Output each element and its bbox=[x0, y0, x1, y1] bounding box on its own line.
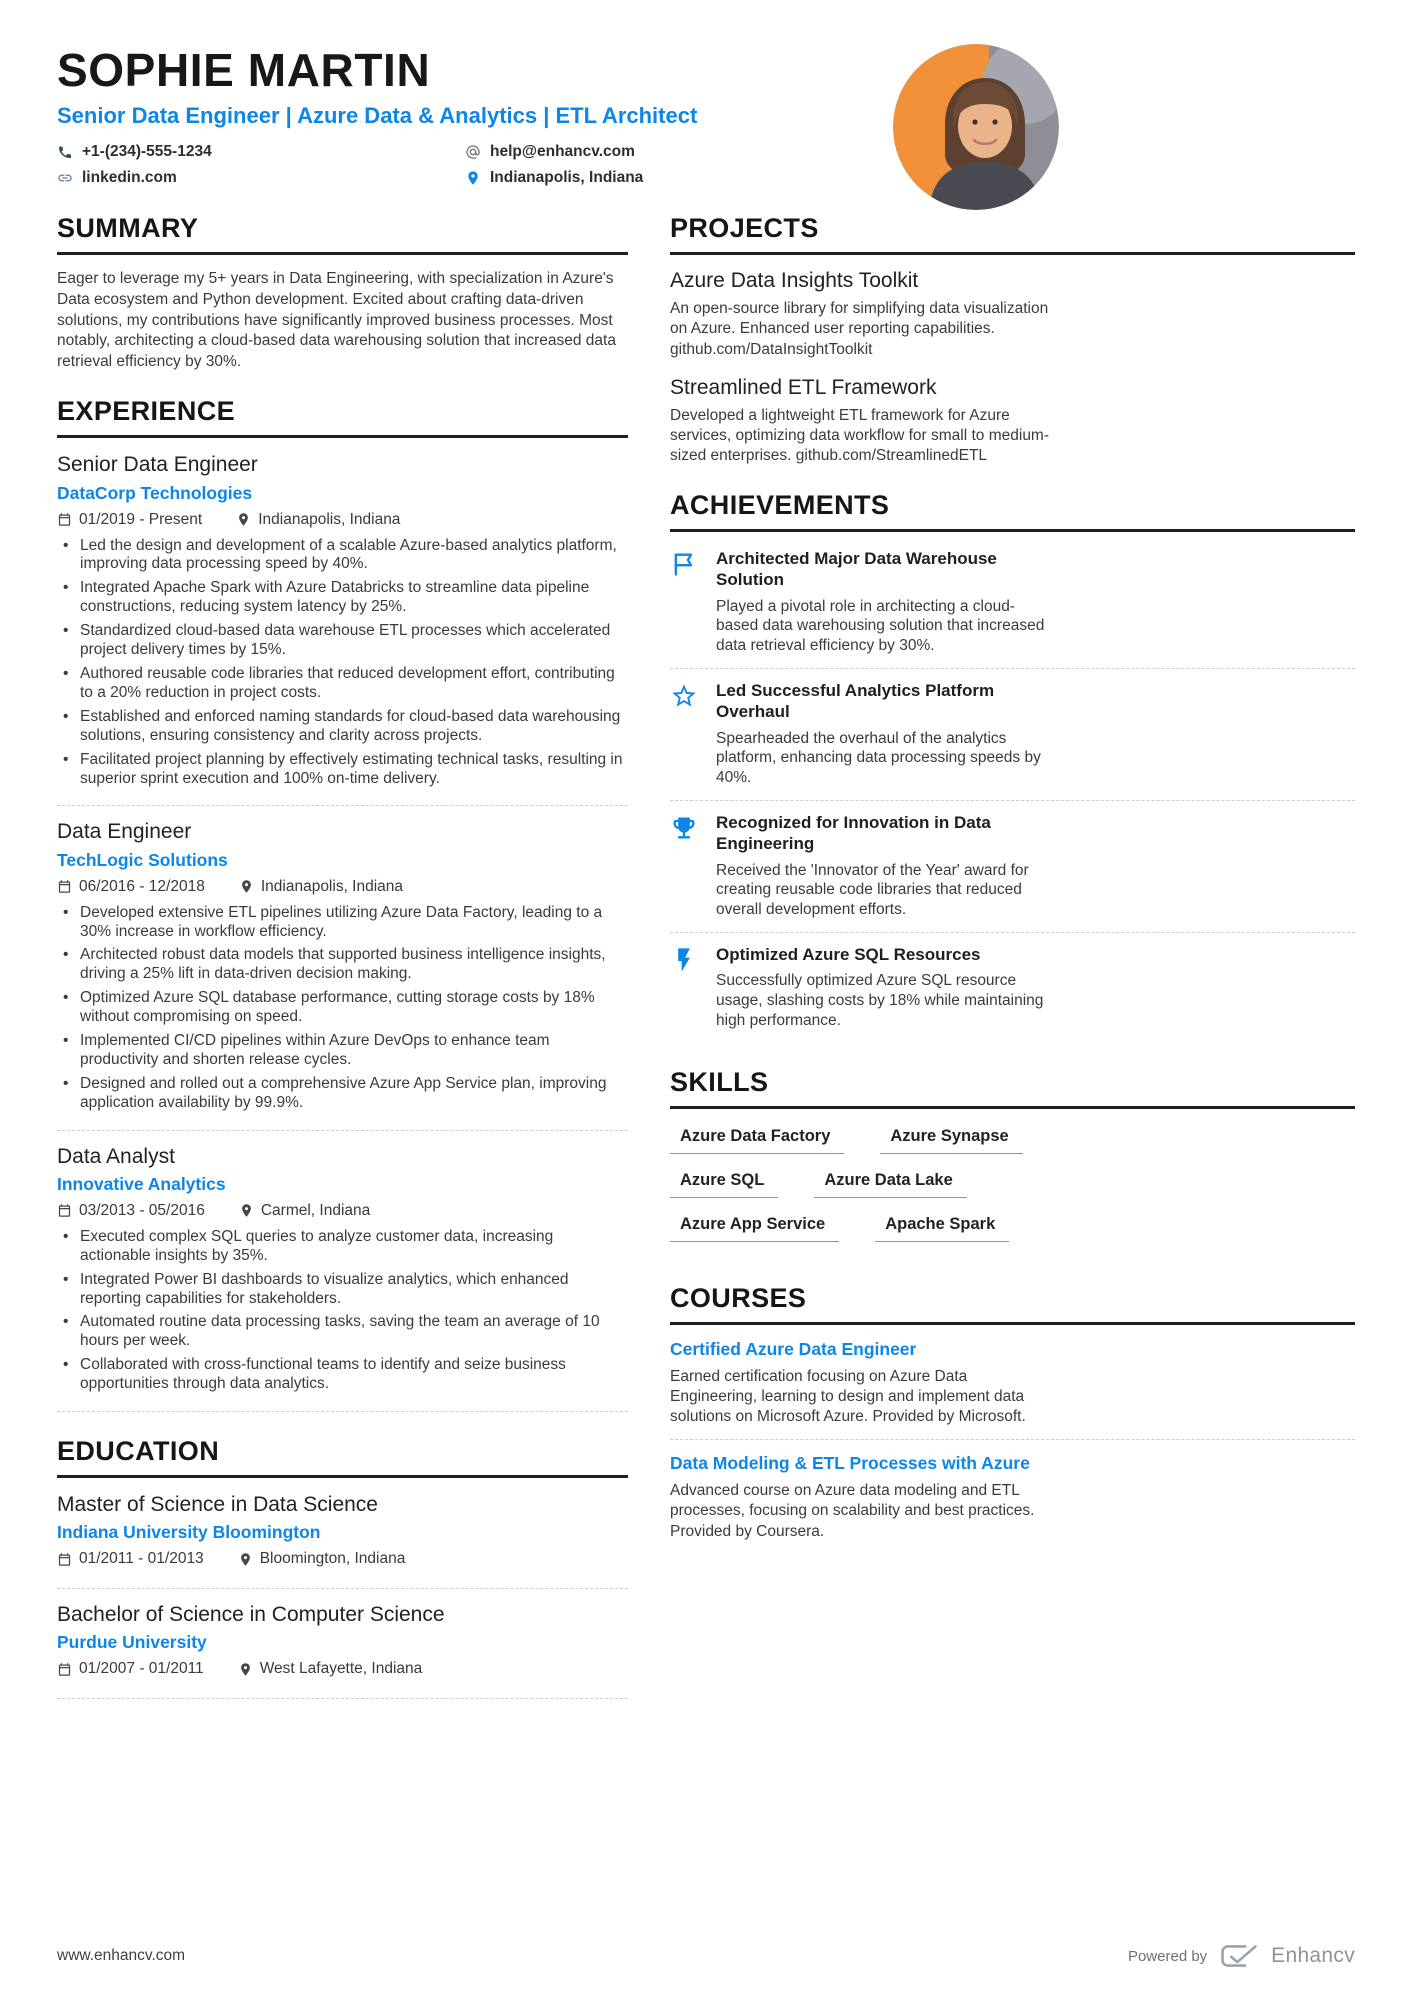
calendar-icon bbox=[57, 1203, 72, 1218]
job-bullet: • Implemented CI/CD pipelines within Azure DevOps to enhance team productivity and shorten release cycles. bbox=[57, 1032, 628, 1070]
education-meta bbox=[57, 1660, 628, 1678]
experience-entry bbox=[57, 452, 628, 806]
job-location bbox=[239, 878, 403, 896]
project-title: Streamlined ETL Framework bbox=[670, 375, 937, 399]
courses-heading: COURSES bbox=[670, 1283, 1355, 1325]
course-description: Advanced course on Azure data modeling and ETL processes, focusing on scalability and best practices. Provided by Coursera. bbox=[670, 1482, 1035, 1540]
education-heading: EDUCATION bbox=[57, 1436, 628, 1478]
powered-by bbox=[1128, 1943, 1355, 1969]
summary-text: Eager to leverage my 5+ years in Data Engineering, with specialization in Azure's Data ecosystem and Python development. Excited about crafting data-driven solutions, my contributions have significantly improved business processes. Most notably, architecting a cloud-based data warehousing solution that increased data retrieval efficiency by 30%. bbox=[57, 270, 616, 370]
link-icon bbox=[57, 170, 73, 186]
job-role: Data Analyst bbox=[57, 1144, 175, 1168]
project-description: An open-source library for simplifying data visualization on Azure. Enhanced user reporting capabilities. github.com/DataInsightToolkit bbox=[670, 300, 1049, 358]
linkedin-value[interactable]: linkedin.com bbox=[82, 169, 177, 187]
job-bullet: • Collaborated with cross-functional teams to identify and seize business opportunities through data analytics. bbox=[57, 1356, 628, 1394]
location-pin-icon bbox=[238, 1662, 253, 1677]
calendar-icon bbox=[57, 1552, 72, 1567]
powered-by-label: Powered by bbox=[1127, 1947, 1208, 1965]
education-location bbox=[238, 1550, 406, 1568]
calendar-icon bbox=[57, 512, 72, 527]
job-bullet: • Integrated Apache Spark with Azure Databricks to streamline data pipeline constructions, reducing system latency by 25%. bbox=[57, 579, 628, 617]
achievements-section bbox=[670, 490, 1355, 1043]
job-company: Innovative Analytics bbox=[57, 1173, 226, 1194]
project-title: Azure Data Insights Toolkit bbox=[670, 269, 919, 293]
skill-item: Azure App Service bbox=[670, 1215, 839, 1242]
courses-section bbox=[670, 1283, 1355, 1554]
achievement-item bbox=[670, 546, 1355, 669]
job-dates-value: 03/2013 - 05/2016 bbox=[79, 1201, 205, 1219]
phone-value: +1-(234)-555-1234 bbox=[82, 143, 212, 161]
job-bullet: • Architected robust data models that supported business intelligence insights, driving a 25% lift in data-driven decision making. bbox=[57, 946, 628, 984]
calendar-icon bbox=[57, 879, 72, 894]
job-role: Senior Data Engineer bbox=[57, 453, 258, 477]
enhancv-brand: Enhancv bbox=[1271, 1944, 1355, 1967]
job-dates bbox=[57, 878, 205, 896]
job-bullet: • Optimized Azure SQL database performance, cutting storage costs by 18% without compromising on speed. bbox=[57, 989, 628, 1027]
achievement-item bbox=[670, 669, 1355, 801]
job-bullet: • Executed complex SQL queries to analyze customer data, increasing actionable insights by 35%. bbox=[57, 1228, 628, 1266]
calendar-icon bbox=[57, 1662, 72, 1677]
bolt-icon bbox=[670, 946, 698, 974]
course-item bbox=[670, 1339, 1355, 1440]
education-entry bbox=[57, 1492, 628, 1589]
job-dates bbox=[57, 511, 202, 529]
resume-header bbox=[57, 46, 1355, 187]
location-pin-icon bbox=[465, 170, 481, 186]
job-location-value: Indianapolis, Indiana bbox=[258, 510, 401, 528]
project-item bbox=[670, 376, 1355, 466]
achievement-description: Received the 'Innovator of the Year' award for creating reusable code libraries that reduced overall development efforts. bbox=[716, 861, 1029, 919]
job-bullet: • Facilitated project planning by effectively estimating technical tasks, resulting in superior sprint execution and 100% on-time delivery. bbox=[57, 751, 628, 789]
job-role: Data Engineer bbox=[57, 820, 192, 844]
trophy-icon bbox=[670, 814, 698, 842]
education-dates bbox=[57, 1660, 204, 1678]
experience-heading: EXPERIENCE bbox=[57, 396, 628, 438]
project-item bbox=[670, 269, 1355, 359]
job-bullet: • Designed and rolled out a comprehensive Azure App Service plan, improving application availability by 99.9%. bbox=[57, 1075, 628, 1113]
achievement-description: Spearheaded the overhaul of the analytics platform, enhancing data processing speeds by 40%. bbox=[716, 729, 1041, 787]
skills-section bbox=[670, 1067, 1355, 1259]
location-pin-icon bbox=[238, 1552, 253, 1567]
job-bullet: • Led the design and development of a scalable Azure-based analytics platform, improving data processing speed by 40%. bbox=[57, 537, 628, 575]
contact-info bbox=[57, 143, 857, 187]
job-dates bbox=[57, 1202, 205, 1220]
job-meta bbox=[57, 1202, 628, 1220]
projects-heading: PROJECTS bbox=[670, 213, 1355, 255]
education-location bbox=[238, 1660, 423, 1678]
course-item bbox=[670, 1453, 1355, 1553]
course-title: Certified Azure Data Engineer bbox=[670, 1338, 917, 1359]
education-location-value: Bloomington, Indiana bbox=[259, 1550, 406, 1568]
education-dates-value: 01/2007 - 01/2011 bbox=[79, 1660, 204, 1678]
job-bullet: • Automated routine data processing tasks, saving the team an average of 10 hours per week. bbox=[57, 1313, 628, 1351]
experience-entry bbox=[57, 819, 628, 1130]
experience-entry bbox=[57, 1144, 628, 1412]
job-location bbox=[239, 1202, 370, 1220]
summary-heading: SUMMARY bbox=[57, 213, 628, 255]
candidate-title: Senior Data Engineer | Azure Data & Analytics | ETL Architect bbox=[57, 103, 698, 129]
achievement-title: Led Successful Analytics Platform Overhaul bbox=[716, 681, 995, 722]
school-name: Purdue University bbox=[57, 1632, 207, 1653]
location-value: Indianapolis, Indiana bbox=[490, 169, 644, 187]
job-company: DataCorp Technologies bbox=[57, 482, 253, 503]
skill-item: Apache Spark bbox=[875, 1215, 1009, 1242]
location-pin-icon bbox=[236, 512, 251, 527]
contact-linkedin[interactable] bbox=[57, 169, 465, 187]
job-location bbox=[236, 511, 400, 529]
job-bullet: • Established and enforced naming standards for cloud-based data warehousing solutions, ensuring consistency and clarity across projects. bbox=[57, 708, 628, 746]
project-description: Developed a lightweight ETL framework for Azure services, optimizing data workflow for small to medium-sized enterprises. github.com/StreamlinedETL bbox=[670, 406, 1050, 464]
job-bullets bbox=[57, 537, 628, 789]
skill-item: Azure Data Lake bbox=[814, 1171, 966, 1198]
education-dates bbox=[57, 1550, 204, 1568]
page-footer bbox=[57, 1943, 1355, 1969]
at-icon bbox=[465, 144, 481, 160]
email-value[interactable]: help@enhancv.com bbox=[490, 143, 635, 161]
achievements-heading: ACHIEVEMENTS bbox=[670, 490, 1355, 532]
skills-list bbox=[670, 1123, 1070, 1259]
job-bullet: • Standardized cloud-based data warehouse ETL processes which accelerated project delivery times by 15%. bbox=[57, 622, 628, 660]
phone-icon bbox=[57, 144, 73, 160]
skill-item: Azure SQL bbox=[670, 1171, 778, 1198]
location-pin-icon bbox=[239, 879, 254, 894]
projects-section bbox=[670, 213, 1355, 466]
contact-location bbox=[465, 169, 857, 187]
left-column bbox=[57, 213, 628, 1723]
star-icon bbox=[670, 682, 698, 710]
achievement-description: Played a pivotal role in architecting a cloud-based data warehousing solution that increased data retrieval efficiency by 30%. bbox=[716, 597, 1045, 655]
job-dates-value: 06/2016 - 12/2018 bbox=[79, 877, 205, 895]
education-entry bbox=[57, 1602, 628, 1699]
job-meta bbox=[57, 511, 628, 529]
enhancv-logo-icon bbox=[1219, 1943, 1259, 1969]
course-description: Earned certification focusing on Azure Data Engineering, learning to design and implement data solutions on Microsoft Azure. Provided by Microsoft. bbox=[670, 1367, 1026, 1426]
profile-photo bbox=[893, 44, 1059, 210]
profile-photo-image bbox=[893, 44, 1059, 210]
summary-section bbox=[57, 213, 628, 372]
achievement-item bbox=[670, 933, 1355, 1043]
flag-icon bbox=[670, 550, 698, 578]
skill-item: Azure Data Factory bbox=[670, 1127, 844, 1154]
footer-website[interactable]: www.enhancv.com bbox=[57, 1947, 186, 1964]
skill-item: Azure Synapse bbox=[880, 1127, 1022, 1154]
job-bullet: • Integrated Power BI dashboards to visualize analytics, which enhanced reporting capabilities for stakeholders. bbox=[57, 1271, 628, 1309]
job-bullet: • Developed extensive ETL pipelines utilizing Azure Data Factory, leading to a 30% increase in workflow efficiency. bbox=[57, 904, 628, 942]
degree-title: Bachelor of Science in Computer Science bbox=[57, 1603, 445, 1627]
education-location-value: West Lafayette, Indiana bbox=[259, 1660, 423, 1678]
education-section bbox=[57, 1436, 628, 1699]
job-bullet: • Authored reusable code libraries that reduced development effort, contributing to a 20% reduction in project costs. bbox=[57, 665, 628, 703]
achievement-description: Successfully optimized Azure SQL resource usage, slashing costs by 18% while maintaining high performance. bbox=[716, 972, 1044, 1029]
job-location-value: Indianapolis, Indiana bbox=[260, 877, 404, 895]
achievement-title: Architected Major Data Warehouse Solution bbox=[716, 549, 997, 590]
education-meta bbox=[57, 1550, 628, 1568]
skills-heading: SKILLS bbox=[670, 1067, 1355, 1109]
candidate-name: SOPHIE MARTIN bbox=[57, 44, 431, 96]
right-column bbox=[670, 213, 1355, 1577]
degree-title: Master of Science in Data Science bbox=[57, 1493, 378, 1517]
job-bullets bbox=[57, 904, 628, 1113]
school-name: Indiana University Bloomington bbox=[57, 1522, 321, 1543]
experience-section bbox=[57, 396, 628, 1412]
achievement-item bbox=[670, 801, 1355, 933]
contact-email[interactable] bbox=[465, 143, 857, 161]
job-bullets bbox=[57, 1228, 628, 1394]
course-title: Data Modeling & ETL Processes with Azure bbox=[670, 1453, 1030, 1474]
job-dates-value: 01/2019 - Present bbox=[79, 510, 203, 528]
job-meta bbox=[57, 878, 628, 896]
education-dates-value: 01/2011 - 01/2013 bbox=[79, 1550, 204, 1568]
job-company: TechLogic Solutions bbox=[57, 849, 228, 870]
location-pin-icon bbox=[239, 1203, 254, 1218]
achievement-title: Recognized for Innovation in Data Engineering bbox=[716, 813, 991, 854]
contact-phone bbox=[57, 143, 465, 161]
achievement-title: Optimized Azure SQL Resources bbox=[716, 945, 981, 965]
job-location-value: Carmel, Indiana bbox=[260, 1201, 371, 1219]
